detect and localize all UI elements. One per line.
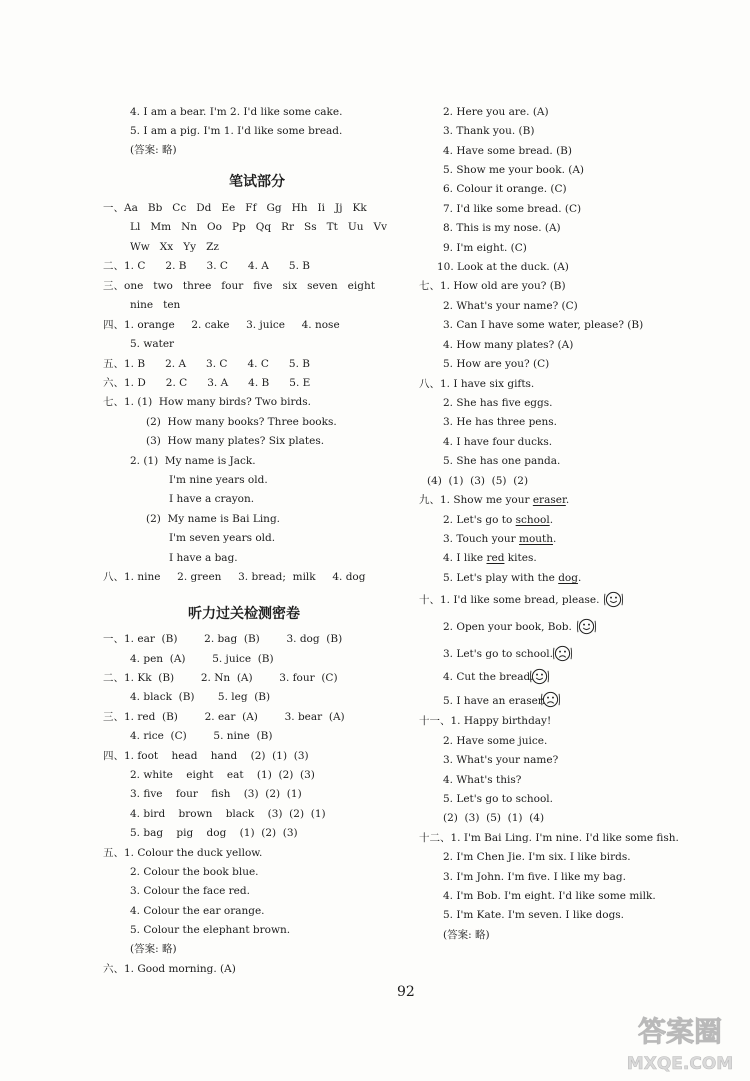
answer-line: 5. water bbox=[130, 338, 175, 350]
answer-line: 3. He has three pens. bbox=[443, 416, 558, 428]
answer-line: 9. I'm eight. (C) bbox=[443, 242, 527, 254]
answer-line: 4. rice (C) 5. nine (B) bbox=[130, 730, 273, 742]
answer-line: 4. How many plates? (A) bbox=[443, 339, 574, 351]
answer-line: 2. Let's go to school. bbox=[443, 514, 554, 526]
answer-line: (2) How many books? Three books. bbox=[146, 416, 337, 428]
answer-line: I'm nine years old. bbox=[169, 474, 268, 486]
smile-face-icon bbox=[577, 617, 596, 636]
answer-line: 四、1. foot head hand (2) (1) (3) bbox=[103, 750, 309, 762]
answer-line: 五、1. Colour the duck yellow. bbox=[103, 847, 263, 859]
answer-line: 8. This is my nose. (A) bbox=[443, 222, 561, 234]
answer-line: 2. I'm Chen Jie. I'm six. I like birds. bbox=[443, 851, 631, 863]
smile-face-icon bbox=[530, 667, 549, 686]
answer-line: 十二、1. I'm Bai Ling. I'm nine. I'd like some fish. bbox=[419, 832, 679, 844]
answer-line: 5. I have an eraser. bbox=[443, 695, 546, 707]
answer-line: 八、1. I have six gifts. bbox=[419, 378, 535, 390]
answer-line: 4. I have four ducks. bbox=[443, 436, 553, 448]
answer-line: 4. What's this? bbox=[443, 774, 522, 786]
section-heading-written: 笔试部分 bbox=[229, 174, 285, 190]
answer-line: I have a bag. bbox=[169, 552, 238, 564]
answer-line: 3. five four fish (3) (2) (1) bbox=[130, 788, 302, 800]
answer-line: (3) How many plates? Six plates. bbox=[146, 435, 325, 447]
underlined-word: eraser bbox=[532, 494, 566, 506]
answer-line: 二、1. Kk (B) 2. Nn (A) 3. four (C) bbox=[103, 672, 338, 684]
answer-line: 七、1. How old are you? (B) bbox=[419, 280, 566, 292]
smile-face-icon bbox=[604, 590, 623, 609]
answer-line: 一、1. ear (B) 2. bag (B) 3. dog (B) bbox=[103, 633, 343, 645]
answer-line: 2. Colour the book blue. bbox=[130, 866, 259, 878]
answer-line: 5. Show me your book. (A) bbox=[443, 164, 585, 176]
answer-line: 3. Colour the face red. bbox=[130, 885, 250, 897]
answer-line: 4. black (B) 5. leg (B) bbox=[130, 691, 271, 703]
answer-line: 2. Here you are. (A) bbox=[443, 106, 549, 118]
frown-face-icon bbox=[541, 690, 560, 709]
answer-line: 2. Have some juice. bbox=[443, 735, 548, 747]
section-heading-listening: 听力过关检测密卷 bbox=[188, 606, 300, 622]
page-number: 92 bbox=[397, 984, 415, 1000]
answer-line: 2. What's your name? (C) bbox=[443, 300, 578, 312]
answer-line: 5. How are you? (C) bbox=[443, 358, 550, 370]
answer-line: 3. Touch your mouth. bbox=[443, 533, 557, 545]
answer-line: 4. Colour the ear orange. bbox=[130, 905, 265, 917]
answer-line: 4. bird brown black (3) (2) (1) bbox=[130, 808, 326, 820]
answer-line: 五、1. B 2. A 3. C 4. C 5. B bbox=[103, 358, 310, 370]
answer-line: Ll Mm Nn Oo Pp Qq Rr Ss Tt Uu Vv bbox=[130, 221, 388, 233]
answer-line: 八、1. nine 2. green 3. bread; milk 4. dog bbox=[103, 571, 366, 583]
answer-line: 六、1. D 2. C 3. A 4. B 5. E bbox=[103, 377, 311, 389]
answer-line: 3. Thank you. (B) bbox=[443, 125, 535, 137]
answer-line: I'm seven years old. bbox=[169, 532, 276, 544]
answer-line: 4. Cut the bread. bbox=[443, 671, 534, 683]
watermark-top: 答案圈 bbox=[637, 1015, 723, 1048]
answer-note: (答案: 略) bbox=[130, 144, 177, 156]
answer-line: (4) (1) (3) (5) (2) bbox=[427, 475, 529, 487]
answer-line: 4. Have some bread. (B) bbox=[443, 145, 572, 157]
answer-line: I have a crayon. bbox=[169, 493, 255, 505]
answer-line: 2. She has five eggs. bbox=[443, 397, 553, 409]
answer-line: 十一、1. Happy birthday! bbox=[419, 715, 552, 727]
answer-note: (答案: 略) bbox=[130, 943, 177, 955]
answer-line: 6. Colour it orange. (C) bbox=[443, 183, 567, 195]
answer-line: 2. (1) My name is Jack. bbox=[130, 455, 256, 467]
answer-line: 一、Aa Bb Cc Dd Ee Ff Gg Hh Ii Jj Kk bbox=[103, 202, 367, 214]
answer-line: 10. Look at the duck. (A) bbox=[437, 261, 569, 273]
answer-line: 5. Let's play with the dog. bbox=[443, 572, 582, 584]
answer-line: 5. She has one panda. bbox=[443, 455, 561, 467]
answer-line: 4. I'm Bob. I'm eight. I'd like some milk. bbox=[443, 890, 656, 902]
answer-line: 3. What's your name? bbox=[443, 754, 559, 766]
answer-line: 六、1. Good morning. (A) bbox=[103, 963, 236, 975]
answer-note: (答案: 略) bbox=[443, 929, 490, 941]
answer-line: 3. Can I have some water, please? (B) bbox=[443, 319, 644, 331]
answer-line: 2. Open your book, Bob. bbox=[443, 621, 572, 633]
answer-line: 三、one two three four five six seven eight bbox=[103, 280, 375, 292]
answer-line: 5. I am a pig. I'm 1. I'd like some bread. bbox=[130, 125, 343, 137]
frown-face-icon bbox=[553, 644, 572, 663]
answer-line: 三、1. red (B) 2. ear (A) 3. bear (A) bbox=[103, 711, 345, 723]
answer-line: 2. white eight eat (1) (2) (3) bbox=[130, 769, 315, 781]
answer-line: (2) My name is Bai Ling. bbox=[146, 513, 281, 525]
answer-line: 四、1. orange 2. cake 3. juice 4. nose bbox=[103, 319, 340, 331]
answer-line: 4. I like red kites. bbox=[443, 552, 537, 564]
answer-line: 5. Colour the elephant brown. bbox=[130, 924, 291, 936]
answer-line: 5. I'm Kate. I'm seven. I like dogs. bbox=[443, 909, 625, 921]
underlined-word: dog bbox=[558, 572, 578, 584]
answer-line: 4. I am a bear. I'm 2. I'd like some cake. bbox=[130, 106, 343, 118]
underlined-word: mouth bbox=[518, 533, 554, 545]
answer-line: (2) (3) (5) (1) (4) bbox=[443, 812, 545, 824]
answer-line: 七、1. (1) How many birds? Two birds. bbox=[103, 396, 311, 408]
answer-line: 4. pen (A) 5. juice (B) bbox=[130, 653, 274, 665]
answer-line: 二、1. C 2. B 3. C 4. A 5. B bbox=[103, 260, 310, 272]
answer-line: 十、1. I'd like some bread, please. bbox=[419, 594, 600, 606]
answer-line: nine ten bbox=[130, 299, 181, 311]
answer-line: 7. I'd like some bread. (C) bbox=[443, 203, 582, 215]
answer-line: 九、1. Show me your eraser. bbox=[419, 494, 570, 506]
answer-line: 3. Let's go to school. bbox=[443, 648, 554, 660]
answer-line: 5. Let's go to school. bbox=[443, 793, 554, 805]
watermark-bottom: MXQE.COM bbox=[626, 1054, 734, 1074]
answer-line: Ww Xx Yy Zz bbox=[130, 241, 219, 253]
watermark-logo bbox=[616, 1007, 744, 1077]
answer-line: 3. I'm John. I'm five. I like my bag. bbox=[443, 871, 626, 883]
answer-line: 5. bag pig dog (1) (2) (3) bbox=[130, 827, 298, 839]
underlined-word: school bbox=[515, 514, 550, 526]
underlined-word: red bbox=[486, 552, 505, 564]
